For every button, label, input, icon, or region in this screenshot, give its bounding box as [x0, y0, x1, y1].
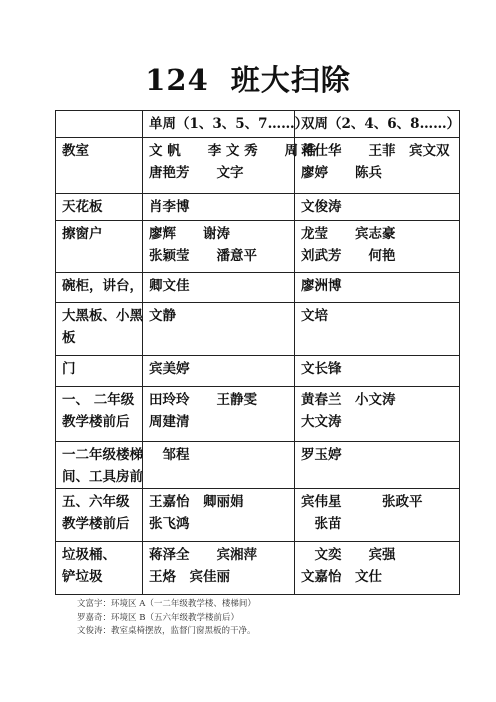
table-row — [56, 542, 460, 595]
odd-week-cell — [143, 356, 295, 387]
even-week-cell-line: 刘武芳 何艳 — [301, 248, 396, 264]
odd-week-cell — [143, 489, 295, 542]
even-week-cell — [295, 356, 460, 387]
odd-week-cell-line: 周建清 — [149, 414, 190, 430]
area-cell-line: 教学楼前后 — [62, 414, 130, 430]
area-cell-line: 间、工具房前 — [62, 469, 143, 485]
table-row — [56, 303, 460, 356]
table-row — [56, 356, 460, 387]
area-cell-line: 一、 二年级 — [62, 392, 135, 408]
even-week-cell-line: 文俊涛 — [301, 199, 342, 215]
notes — [77, 598, 256, 639]
table-row — [56, 442, 460, 489]
even-week-cell-line: 文奕 宾强 — [301, 547, 396, 563]
page-title — [0, 58, 496, 99]
even-week-cell-line: 宾伟星 张政平 — [301, 494, 423, 510]
table-row — [56, 387, 460, 442]
table-row — [56, 221, 460, 273]
even-week-cell — [295, 387, 460, 442]
even-week-cell-line: 罗玉婷 — [301, 447, 342, 463]
area-cell — [56, 138, 143, 194]
area-cell — [56, 442, 143, 489]
area-cell — [56, 489, 143, 542]
title-text: 班大扫除 — [230, 63, 351, 97]
odd-week-cell-line: 廖辉 谢涛 — [149, 226, 230, 242]
even-week-cell — [295, 221, 460, 273]
odd-week-cell — [143, 221, 295, 273]
area-cell — [56, 356, 143, 387]
odd-week-cell-line: 文静 — [149, 308, 176, 324]
header-cell-area — [56, 111, 143, 138]
area-cell-line: 门 — [62, 361, 76, 377]
table-row — [56, 194, 460, 221]
header-cell-odd-week: 单周（1、3、5、7……） — [143, 111, 295, 138]
header-cell-even-week: 双周（2、4、6、8……） — [295, 111, 460, 138]
even-week-cell — [295, 194, 460, 221]
area-cell-line: 板 — [62, 330, 76, 346]
odd-week-cell — [143, 542, 295, 595]
odd-week-cell-line: 田玲玲 王静雯 — [149, 392, 257, 408]
odd-week-cell-line: 张颖莹 潘意平 — [149, 248, 257, 264]
area-cell — [56, 221, 143, 273]
even-week-cell-line: 张苗 — [301, 516, 342, 532]
note-line: 罗嘉奇：环境区 B（五六年级教学楼前后） — [77, 612, 239, 623]
odd-week-cell-line: 张飞鸿 — [149, 516, 190, 532]
odd-week-cell — [143, 303, 295, 356]
odd-week-cell-line: 蒋泽全 宾湘萍 — [149, 547, 257, 563]
cleaning-schedule-table — [55, 110, 460, 595]
even-week-cell-line: 龙莹 宾志豪 — [301, 226, 396, 242]
note-line: 文富宇：环境区 A（一二年级教学楼、楼梯间） — [77, 599, 256, 609]
area-cell — [56, 194, 143, 221]
odd-week-cell-line: 唐艳芳 文字 — [149, 165, 244, 181]
even-week-cell-line: 文培 — [301, 308, 328, 324]
area-cell — [56, 303, 143, 356]
even-week-cell-line: 廖洲博 — [301, 278, 342, 294]
even-week-cell-line: 廖婷 陈兵 — [301, 165, 382, 181]
even-week-cell-line: 大文涛 — [301, 414, 342, 430]
even-week-cell — [295, 442, 460, 489]
even-week-cell-line: 蒋仕华 王菲 宾文双 — [301, 143, 450, 159]
header-row — [56, 111, 460, 138]
odd-week-cell — [143, 194, 295, 221]
even-week-cell — [295, 489, 460, 542]
table-row — [56, 273, 460, 303]
table-row — [56, 489, 460, 542]
odd-week-cell-line: 文 帆 李 文 秀 周 浩 — [149, 143, 317, 159]
area-cell-line: 教室 — [62, 143, 89, 159]
area-cell — [56, 387, 143, 442]
odd-week-cell-line: 宾美婷 — [149, 361, 190, 377]
odd-week-cell-line: 王嘉怡 卿丽娟 — [149, 494, 244, 510]
area-cell — [56, 273, 143, 303]
even-week-cell-line: 文长锋 — [301, 361, 342, 377]
area-cell-line: 垃圾桶、 — [62, 547, 116, 563]
odd-week-cell-line: 肖李博 — [149, 199, 190, 215]
area-cell-line: 天花板 — [62, 199, 103, 215]
area-cell-line: 教学楼前后 — [62, 516, 130, 532]
area-cell-line: 擦窗户 — [62, 226, 103, 242]
area-cell-line: 大黑板、小黑 — [62, 308, 143, 324]
even-week-cell — [295, 138, 460, 194]
odd-week-cell — [143, 387, 295, 442]
even-week-cell-line: 文嘉怡 文仕 — [301, 569, 382, 585]
odd-week-cell-line: 王烙 宾佳丽 — [149, 569, 230, 585]
table-row — [56, 138, 460, 194]
area-cell — [56, 542, 143, 595]
area-cell-line: 碗柜，讲台， — [62, 278, 143, 294]
even-week-cell — [295, 273, 460, 303]
area-cell-line: 铲垃圾 — [62, 569, 103, 585]
area-cell-line: 一二年级楼梯 — [62, 447, 143, 463]
odd-week-cell — [143, 273, 295, 303]
odd-week-cell — [143, 442, 295, 489]
area-cell-line: 五、六年级 — [62, 494, 130, 510]
even-week-cell — [295, 542, 460, 595]
note-line: 文俊涛：教室桌椅摆放，监督门窗黑板的干净。 — [77, 626, 256, 636]
even-week-cell — [295, 303, 460, 356]
even-week-cell-line: 黄春兰 小文涛 — [301, 392, 396, 408]
class-number: 124 — [145, 63, 209, 97]
odd-week-cell-line: 卿文佳 — [149, 278, 190, 294]
odd-week-cell-line: 邹程 — [149, 447, 190, 463]
odd-week-cell — [143, 138, 317, 194]
